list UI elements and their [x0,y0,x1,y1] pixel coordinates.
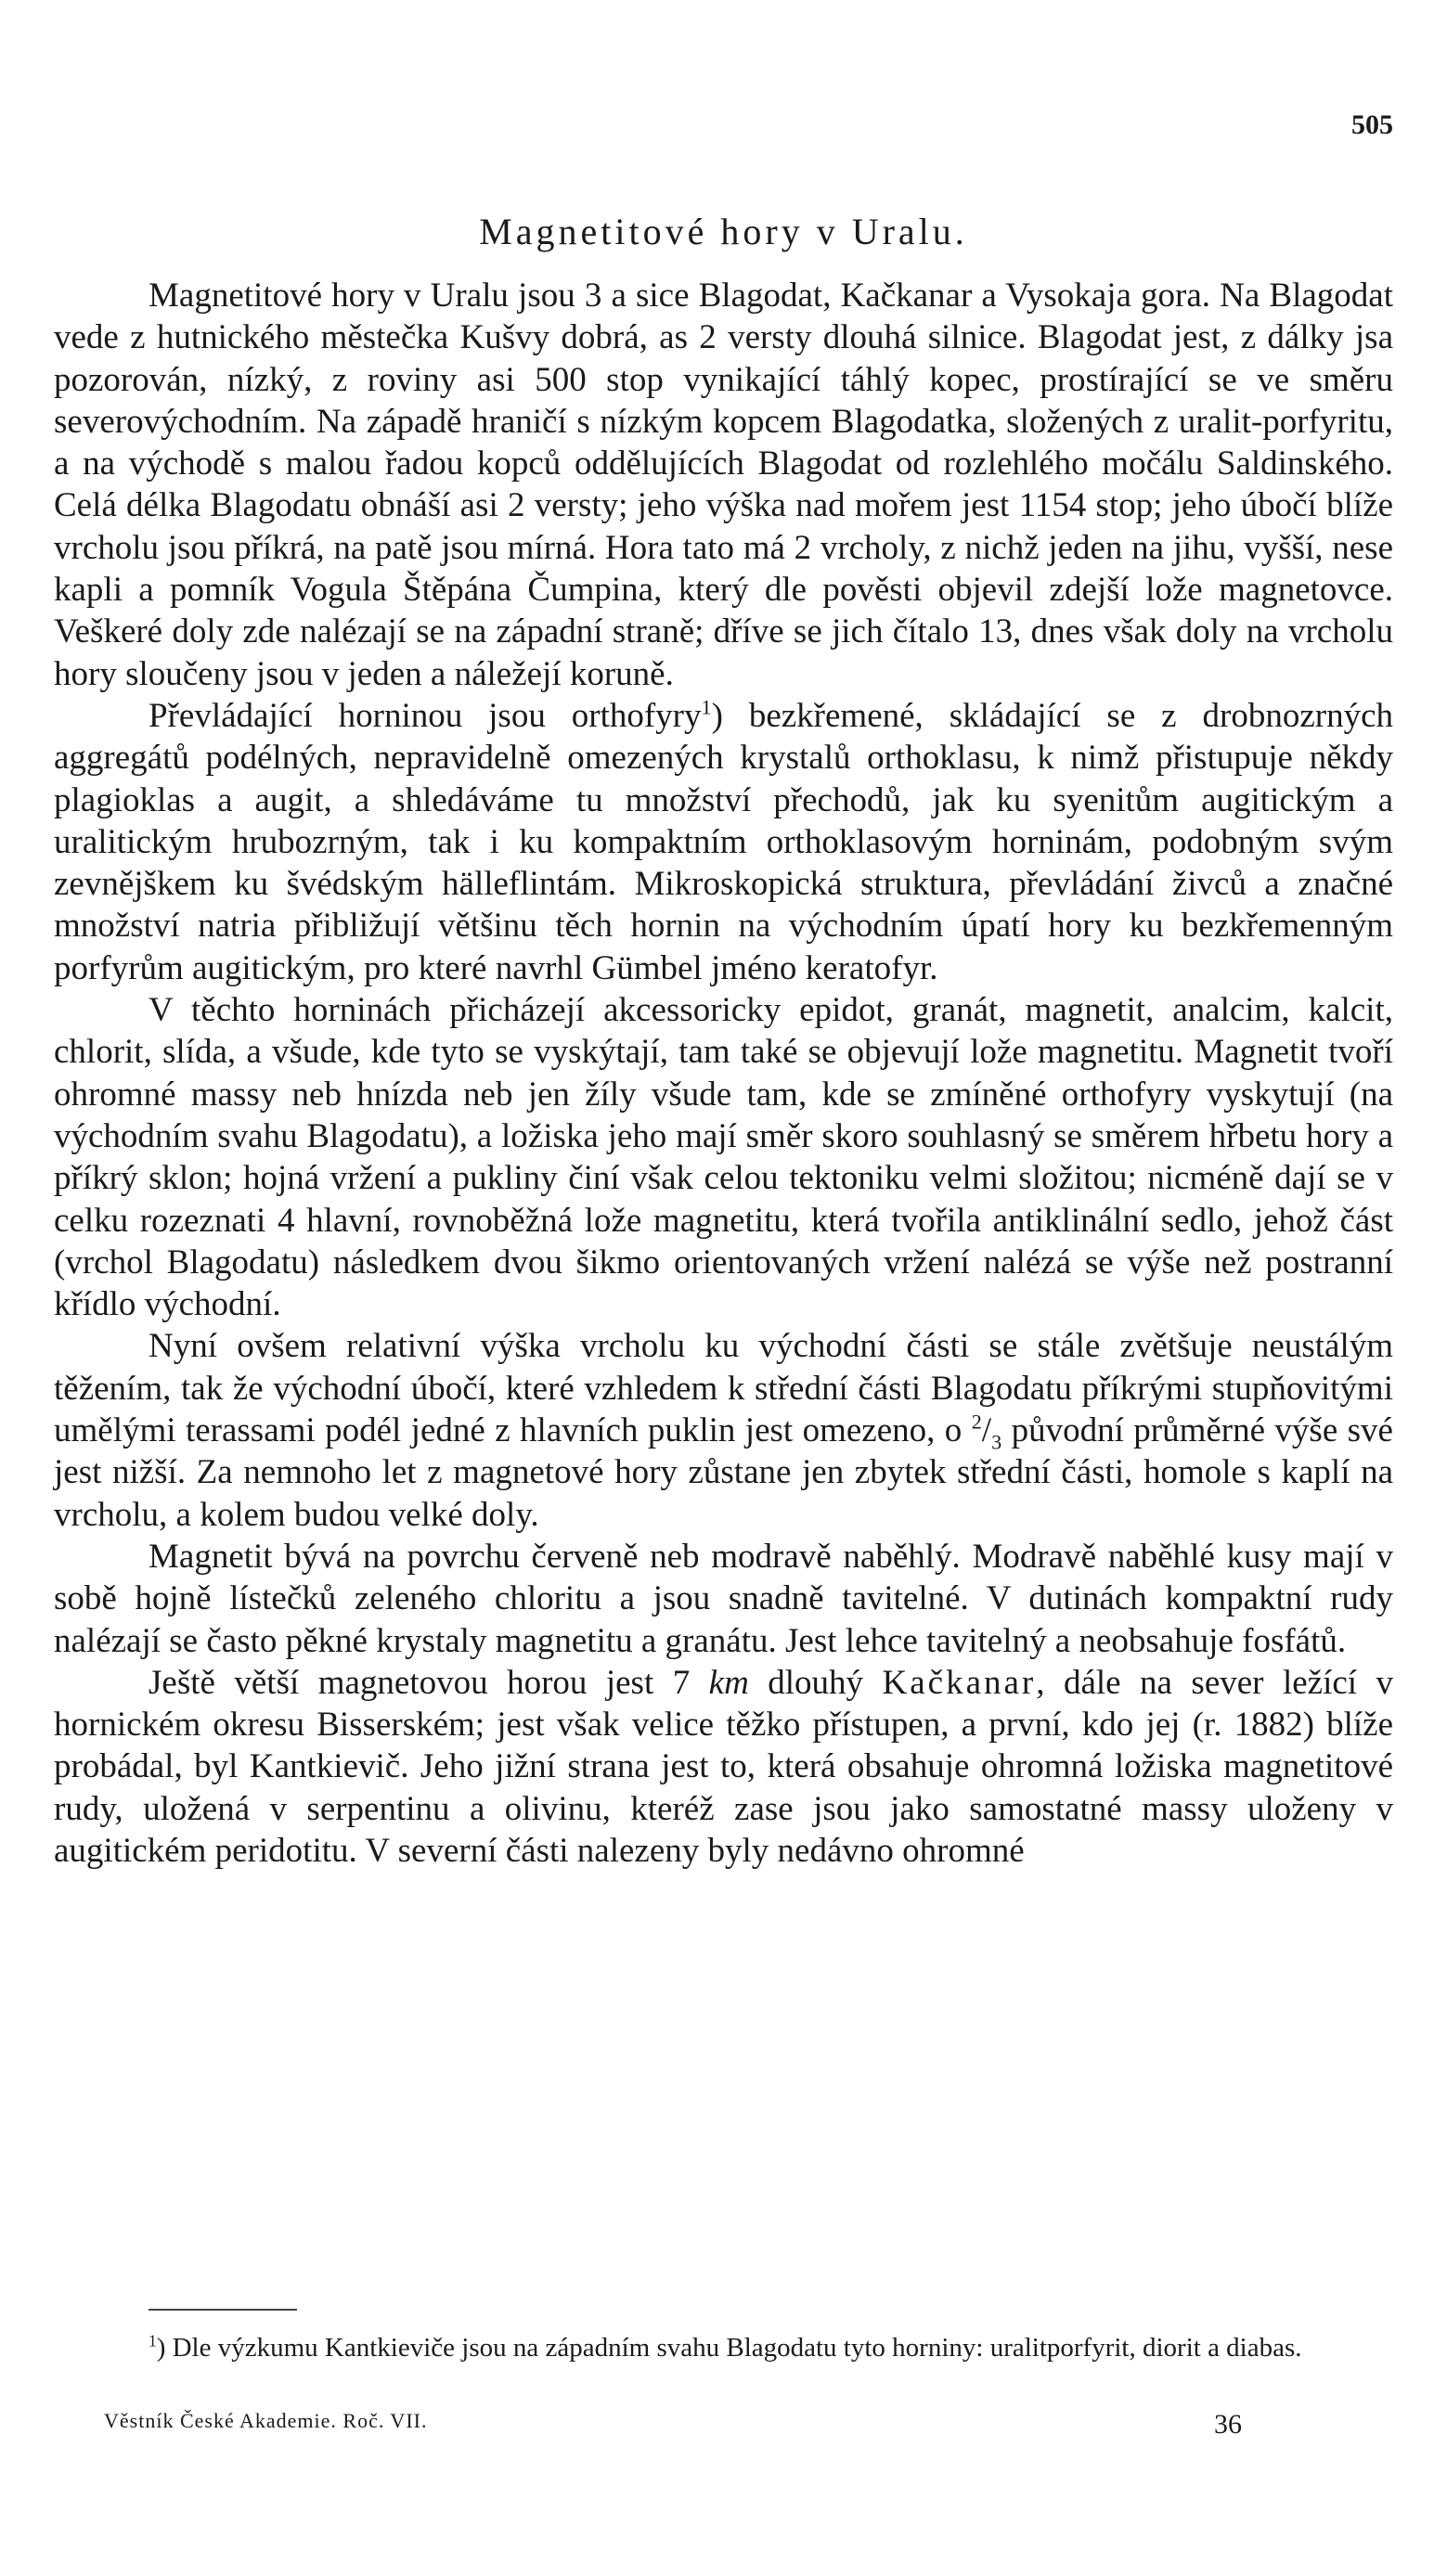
paragraph-1: Magnetitové hory v Uralu jsou 3 a sice Blagodat, Kačkanar a Vysokaja gora. Na Blagodat vede z hutnického městečka Kušvy dobrá, as 2 versty dlouhá silnice. Blagodat jest, z dálky jsa pozorován, nízký, z roviny asi 500 stop vynikající táhlý kopec, prostírající se ve směru severovýchodním. Na západě hraničí s nízkým kopcem Blagodatka, složených z uralit-porfyritu, a na východě s malou řadou kopců oddělujících Blagodat od rozlehlého močálu Saldinského. Celá délka Blagodatu obnáší asi 2 versty; jeho výška nad mořem jest 1154 stop; jeho úbočí blíže vrcholu jsou příkrá, na patě jsou mírná. Hora tato má 2 vrcholy, z nichž jeden na jihu, vyšší, nese kapli a pomník Vogula Štěpána Čumpina, který dle pověsti objevil zdejší lože magnetovce. Veškeré doly zde nalézají se na západní straně; dříve se jich čítalo 13, dnes však doly na vrcholu hory sloučeny jsou v jeden a náležejí koruně. [54,277,1393,693]
article-title: Magnetitové hory v Uralu. [479,211,968,252]
paragraph-3: V těchto horninách přicházejí akcessoricky epidot, granát, magnetit, analcim, kalcit, chlorit, slída, a všude, kde tyto se vyskýtají, tam také se objevují lože magnetitu. Magnetit tvoří ohromné massy neb hnízda neb jen žíly všude tam, kde se zmíněné orthofyry vyskytují (na východním svahu Blagodatu), a ložiska jeho mají směr skoro souhlasný se směrem hřbetu hory a příkrý sklon; hojná vržení a pukliny činí však celou tektoniku velmi složitou; nicméně dají se v celku rozeznati 4 hlavní, rovnoběžná lože magnetitu, která tvořila antiklinální sedlo, jehož část (vrchol Blagodatu) následkem dvou šikmo orientovaných vržení nalézá se výše než postranní křídlo východní. [54,991,1393,1324]
footnote-reference: 1 [701,695,712,719]
paragraph-4: Nyní ovšem relativní výška vrcholu ku východní části se stále zvětšuje neustálým těžením, tak že východní úbočí, které vzhledem k střední části Blagodatu příkrými stupňovitými umělými terassami podél jedné z hlavních puklin jest omezeno, o $^2/_3$ původní průměrné výše své jest nižší. Za nemnoho let z magnetové hory zůstane jen zbytek střední části, homole s kaplí na vrcholu, a kolem budou velké doly. [54,1327,1393,1534]
footnote [54,2329,1393,2366]
footnote-divider [149,2309,297,2311]
fraction-denominator: 3 [991,1430,1002,1454]
paragraph-6-part-3: , dále na sever ležící v hornickém okresu Bisserském; jest však velice těžko přístupen, a první, kdo jej (r. 1882) blíže probádal, byl Kantkievič. Jeho jižní strana jest to, která obsahuje ohromná ložiska magnetitové rudy, uložená v serpentinu a olivinu, kteréž zase jsou jako samostatné massy uloženy v augitickém peridotitu. V severní části nalezeny byly nedávno ohromné [54,1663,1394,1870]
article-body [54,275,1393,1872]
footnote-text: ) Dle výzkumu Kantkieviče jsou na západním svahu Blagodatu tyto horniny: uralitporfyrit, diorit a diabas. [156,2333,1302,2363]
signature-mark: 36 [1214,2409,1242,2440]
unit-km: km [708,1663,749,1702]
page-number: 505 [1351,109,1393,140]
footnote-mark: 1 [149,2331,157,2351]
paragraph-5: Magnetit bývá na povrchu červeně neb modravě naběhlý. Modravě naběhlé kusy mají v sobě hojně lístečků zeleného chloritu a jsou snadně tavitelné. V dutinách kompaktní rudy nalézají se často pěkné krystaly magnetitu a granátu. Jest lehce tavitelný a neobsahuje fosfátů. [54,1537,1393,1660]
fraction-numerator: 2 [971,1410,982,1434]
journal-line: Věstník České Akademie. Roč. VII. [104,2409,428,2432]
paragraph-6 [54,1662,1393,1872]
paragraph-2-start: Převládající horninou jsou orthofyry [149,696,702,735]
paragraph-4-rest: původní průměrné výše své jest nižší. Za nemnoho let z magnetové hory zůstane jen zbytek střední části, homole s kaplí na vrcholu, a kolem budou velké doly. [54,1411,1393,1534]
paragraph-2 [54,695,1393,989]
paragraph-6-part-1: Ještě větší magnetovou horou jest 7 [149,1663,709,1702]
paragraph-4-start: Nyní ovšem relativní výška vrcholu ku východní části se stále zvětšuje neustálým těžením, tak že východní úbočí, které vzhledem k střední části Blagodatu příkrými stupňovitými umělými terassami podél jedné z hlavních puklin jest omezeno, o [54,1327,1393,1450]
paragraph-2-rest: ) bezkřemené, skládající se z drobnozrných aggregátů podélných, nepravidelně omezených krystalů orthoklasu, k nimž přistupuje někdy plagioklas a augit, a shledáváme tu množství přechodů, jak ku syenitům augitickým a uralitickým hrubozrným, tak i ku kompaktním orthoklasovým horninám, podobným svým zevnějškem ku švédským hälleflintám. Mikroskopická struktura, převládání živců a značné množství natria přibližují většinu těch hornin na východním úpatí hory ku bezkřemenným porfyrům augitickým, pro které navrhl Gümbel jméno keratofyr. [54,696,1393,987]
mountain-name-kackanar: Kačkanar [882,1663,1037,1702]
paragraph-6-part-2: dlouhý [748,1663,883,1702]
